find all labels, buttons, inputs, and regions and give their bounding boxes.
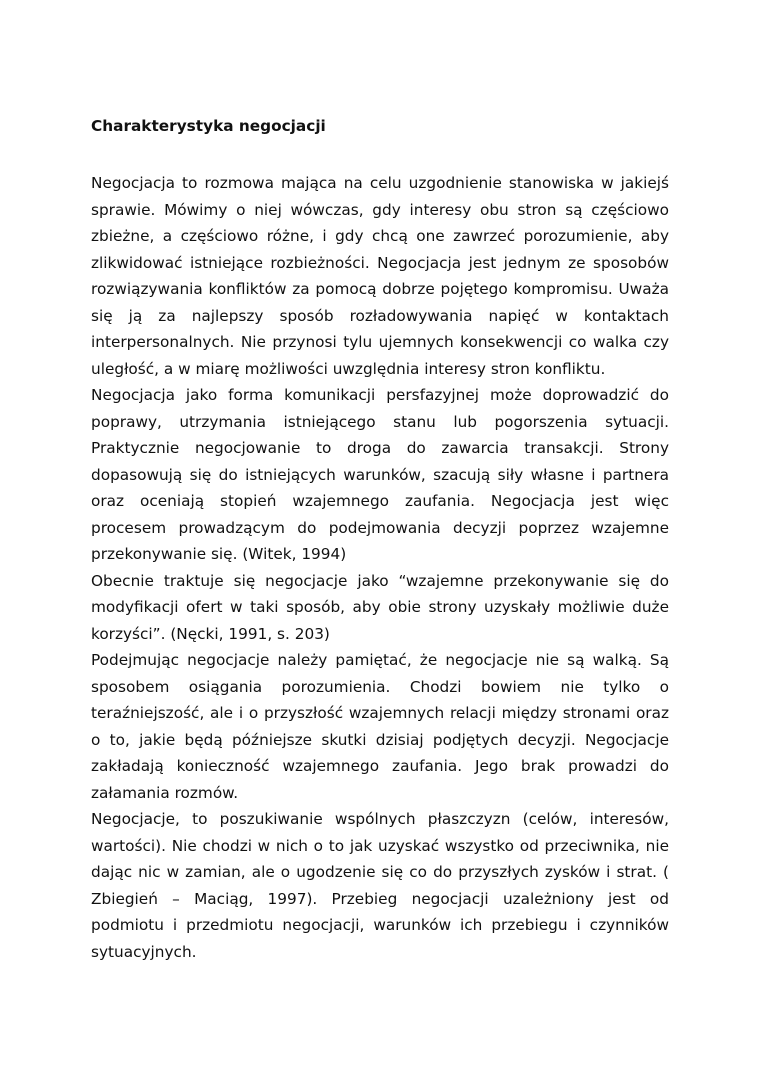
paragraph-definition: Negocjacja to rozmowa mająca na celu uzgodnienie stanowiska w jakiejś sprawie. Mówimy o niej wówczas, gdy interesy obu stron są częściowo zbieżne, a częściowo różne, i gdy chcą one zawrzeć porozumienie, aby zlikwidować istniejące rozbieżności. Negocjacja jest jednym ze sposobów rozwiązywania konfliktów za pomocą dobrze pojętego kompromisu. Uważa się ją za najlepszy sposób rozładowywania napięć w kontaktach interpersonalnych. Nie przynosi tylu ujemnych konsekwencji co walka czy uległość, a w miarę możliwości uwzględnia interesy stron konfliktu. xyxy=(91,174,669,378)
paragraph-not-a-fight: Podejmując negocjacje należy pamiętać, że negocjacje nie są walką. Są sposobem osiągania porozumienia. Chodzi bowiem nie tylko o teraźniejszość, ale i o przyszłość wzajemnych relacji między stronami oraz o to, jakie będą późniejsze skutki dzisiaj podjętych decyzji. Negocjacje zakładają konieczność wzajemnego zaufania. Jego brak prowadzi do załamania rozmów. xyxy=(91,651,669,802)
paragraph-common-ground: Negocjacje, to poszukiwanie wspólnych płaszczyzn (celów, interesów, wartości). Nie chodzi w nich o to jak uzyskać wszystko od przeciwnika, nie dając nic w zamian, ale o ugodzenie się co do przyszłych zysków i strat. ( Zbiegień – Maciąg, 1997). Przebieg negocjacji uzależniony jest od podmiotu i przedmiotu negocjacji, warunków ich przebiegu i czynników sytuacyjnych. xyxy=(91,810,669,961)
document-title: Charakterystyka negocjacji xyxy=(91,117,326,135)
document-body xyxy=(91,115,669,965)
paragraph-necki-quote: Obecnie traktuje się negocjacje jako “wzajemne przekonywanie się do modyfikacji ofert w taki sposób, aby obie strony uzyskały możliwie duże korzyści”. (Nęcki, 1991, s. 203) xyxy=(91,571,669,643)
paragraph-communication-form: Negocjacja jako forma komunikacji persfazyjnej może doprowadzić do poprawy, utrzymania istniejącego stanu lub pogorszenia sytuacji. Praktycznie negocjowanie to droga do zawarcia transakcji. Strony dopasowują się do istniejących warunków, szacują siły własne i partnera oraz oceniają stopień wzajemnego zaufania. Negocjacja jest więc procesem prowadzącym do podejmowania decyzji poprzez wzajemne przekonywanie się. (Witek, 1994) xyxy=(91,386,669,563)
